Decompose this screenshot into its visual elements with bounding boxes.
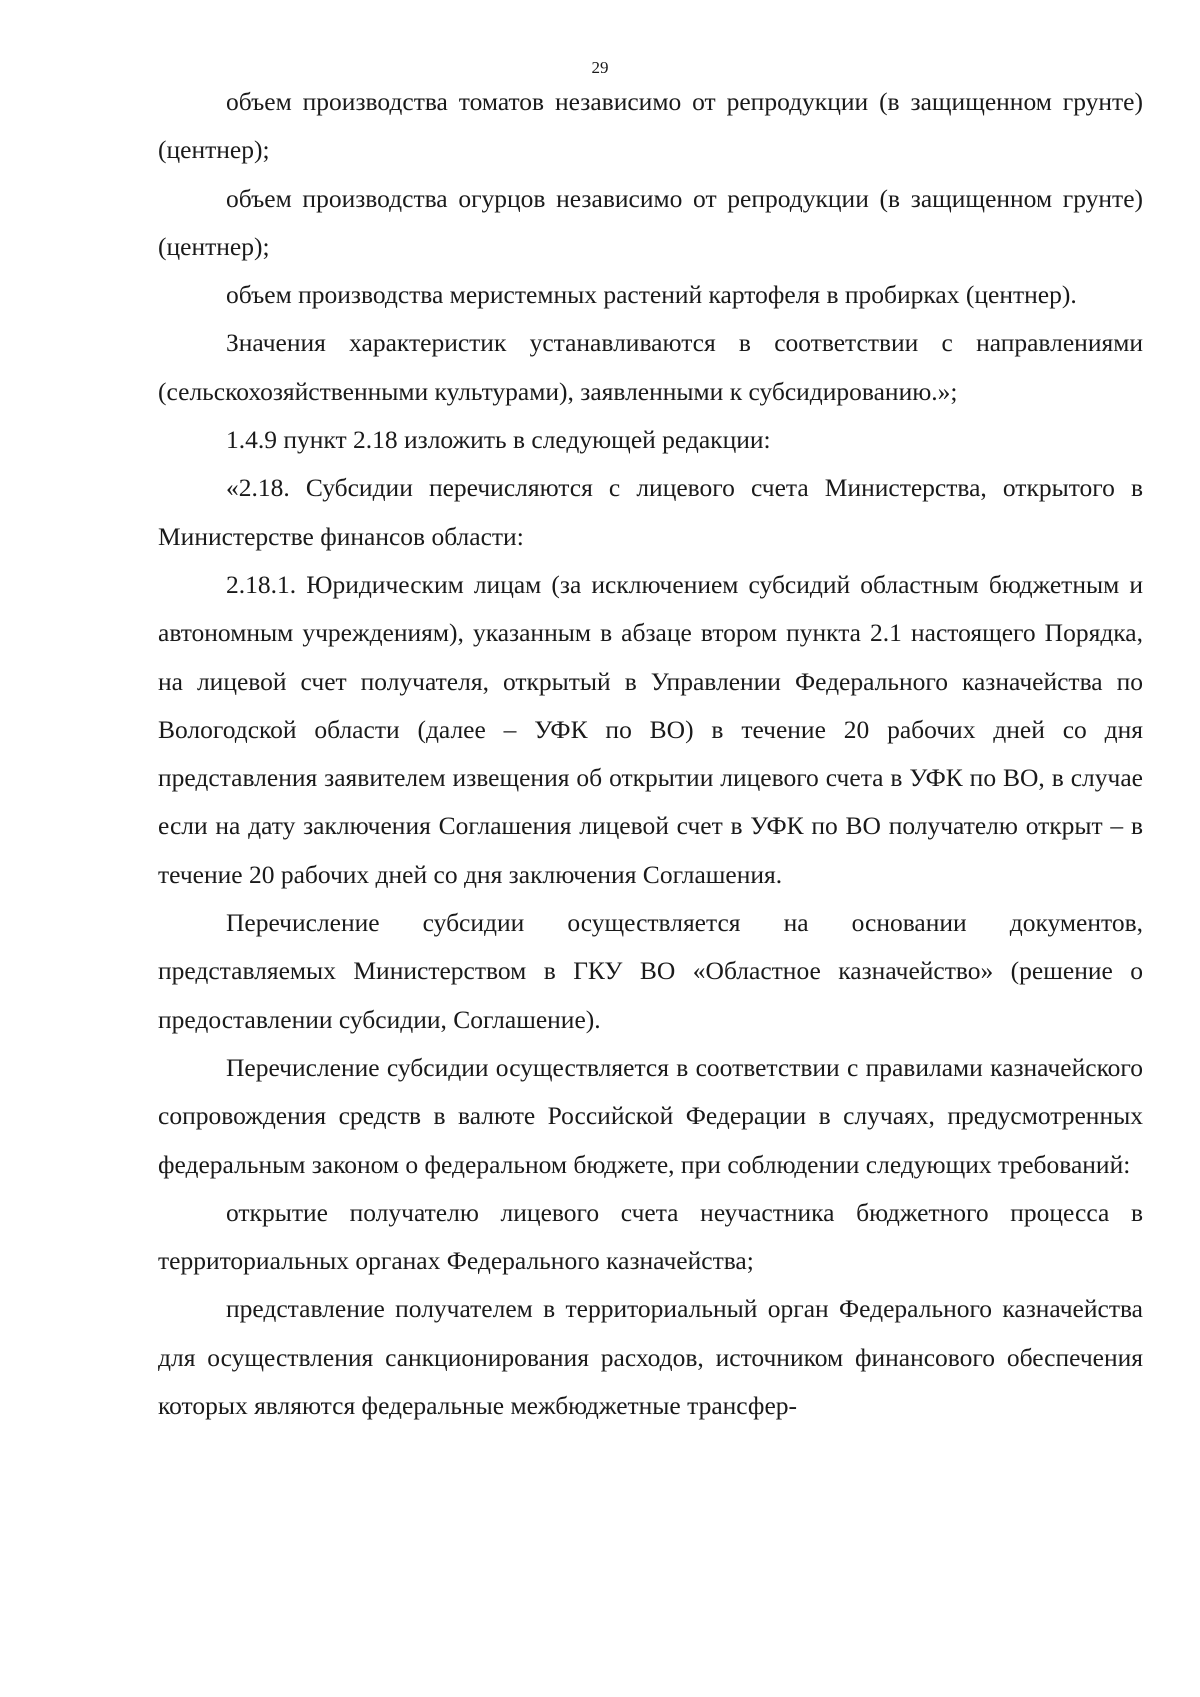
paragraph: объем производства огурцов независимо от репродукции (в защищенном грунте) (центнер); bbox=[158, 183, 1143, 261]
paragraph: открытие получателю лицевого счета неучастника бюджетного процесса в территориальных органах Федерального казначейства; bbox=[158, 1197, 1143, 1276]
paragraph: представление получателем в территориальный орган Федерального казначейства для осуществления санкционирования расходов, источником финансового обеспечения которых являются федеральные межбюджетные трансфер- bbox=[158, 1294, 1143, 1421]
paragraph: 1.4.9 пункт 2.18 изложить в следующей редакции: bbox=[226, 425, 771, 455]
paragraph: «2.18. Субсидии перечисляются с лицевого счета Министерства, открытого в Министерстве финансов области: bbox=[158, 473, 1143, 551]
page-number: 29 bbox=[591, 58, 609, 77]
paragraph: 2.18.1. Юридическим лицам (за исключением субсидий областным бюджетным и автономным учреждениям), указанным в абзаце втором пункта 2.1 настоящего Порядка, на лицевой счет получателя, открытый в Управлении Федерального казначейства по Вологодской области (далее – УФК по ВО) в течение 20 рабочих дней со дня представления заявителем извещения об открытии лицевого счета в УФК по ВО, в случае если на дату заключения Соглашения лицевой счет в УФК по ВО получателю открыт – в течение 20 рабочих дней со дня заключения Соглашения. bbox=[158, 569, 1143, 889]
document-body bbox=[158, 78, 1143, 1430]
paragraph: объем производства томатов независимо от репродукции (в защищенном грунте) (центнер); bbox=[158, 87, 1143, 165]
paragraph: Значения характеристик устанавливаются в соответствии с направлениями (сельскохозяйственными культурами), заявленными к субсидированию.»; bbox=[158, 328, 1143, 406]
paragraph: Перечисление субсидии осуществляется на основании документов, представляемых Министерством в ГКУ ВО «Областное казначейство» (решение о предоставлении субсидии, Соглашение). bbox=[158, 908, 1143, 1034]
paragraph: Перечисление субсидии осуществляется в соответствии с правилами казначейского сопровождения средств в валюте Российской Федерации в случаях, предусмотренных федеральным законом о федеральном бюджете, при соблюдении следующих требований: bbox=[158, 1052, 1143, 1179]
paragraph: объем производства меристемных растений картофеля в пробирках (центнер). bbox=[226, 280, 1077, 310]
